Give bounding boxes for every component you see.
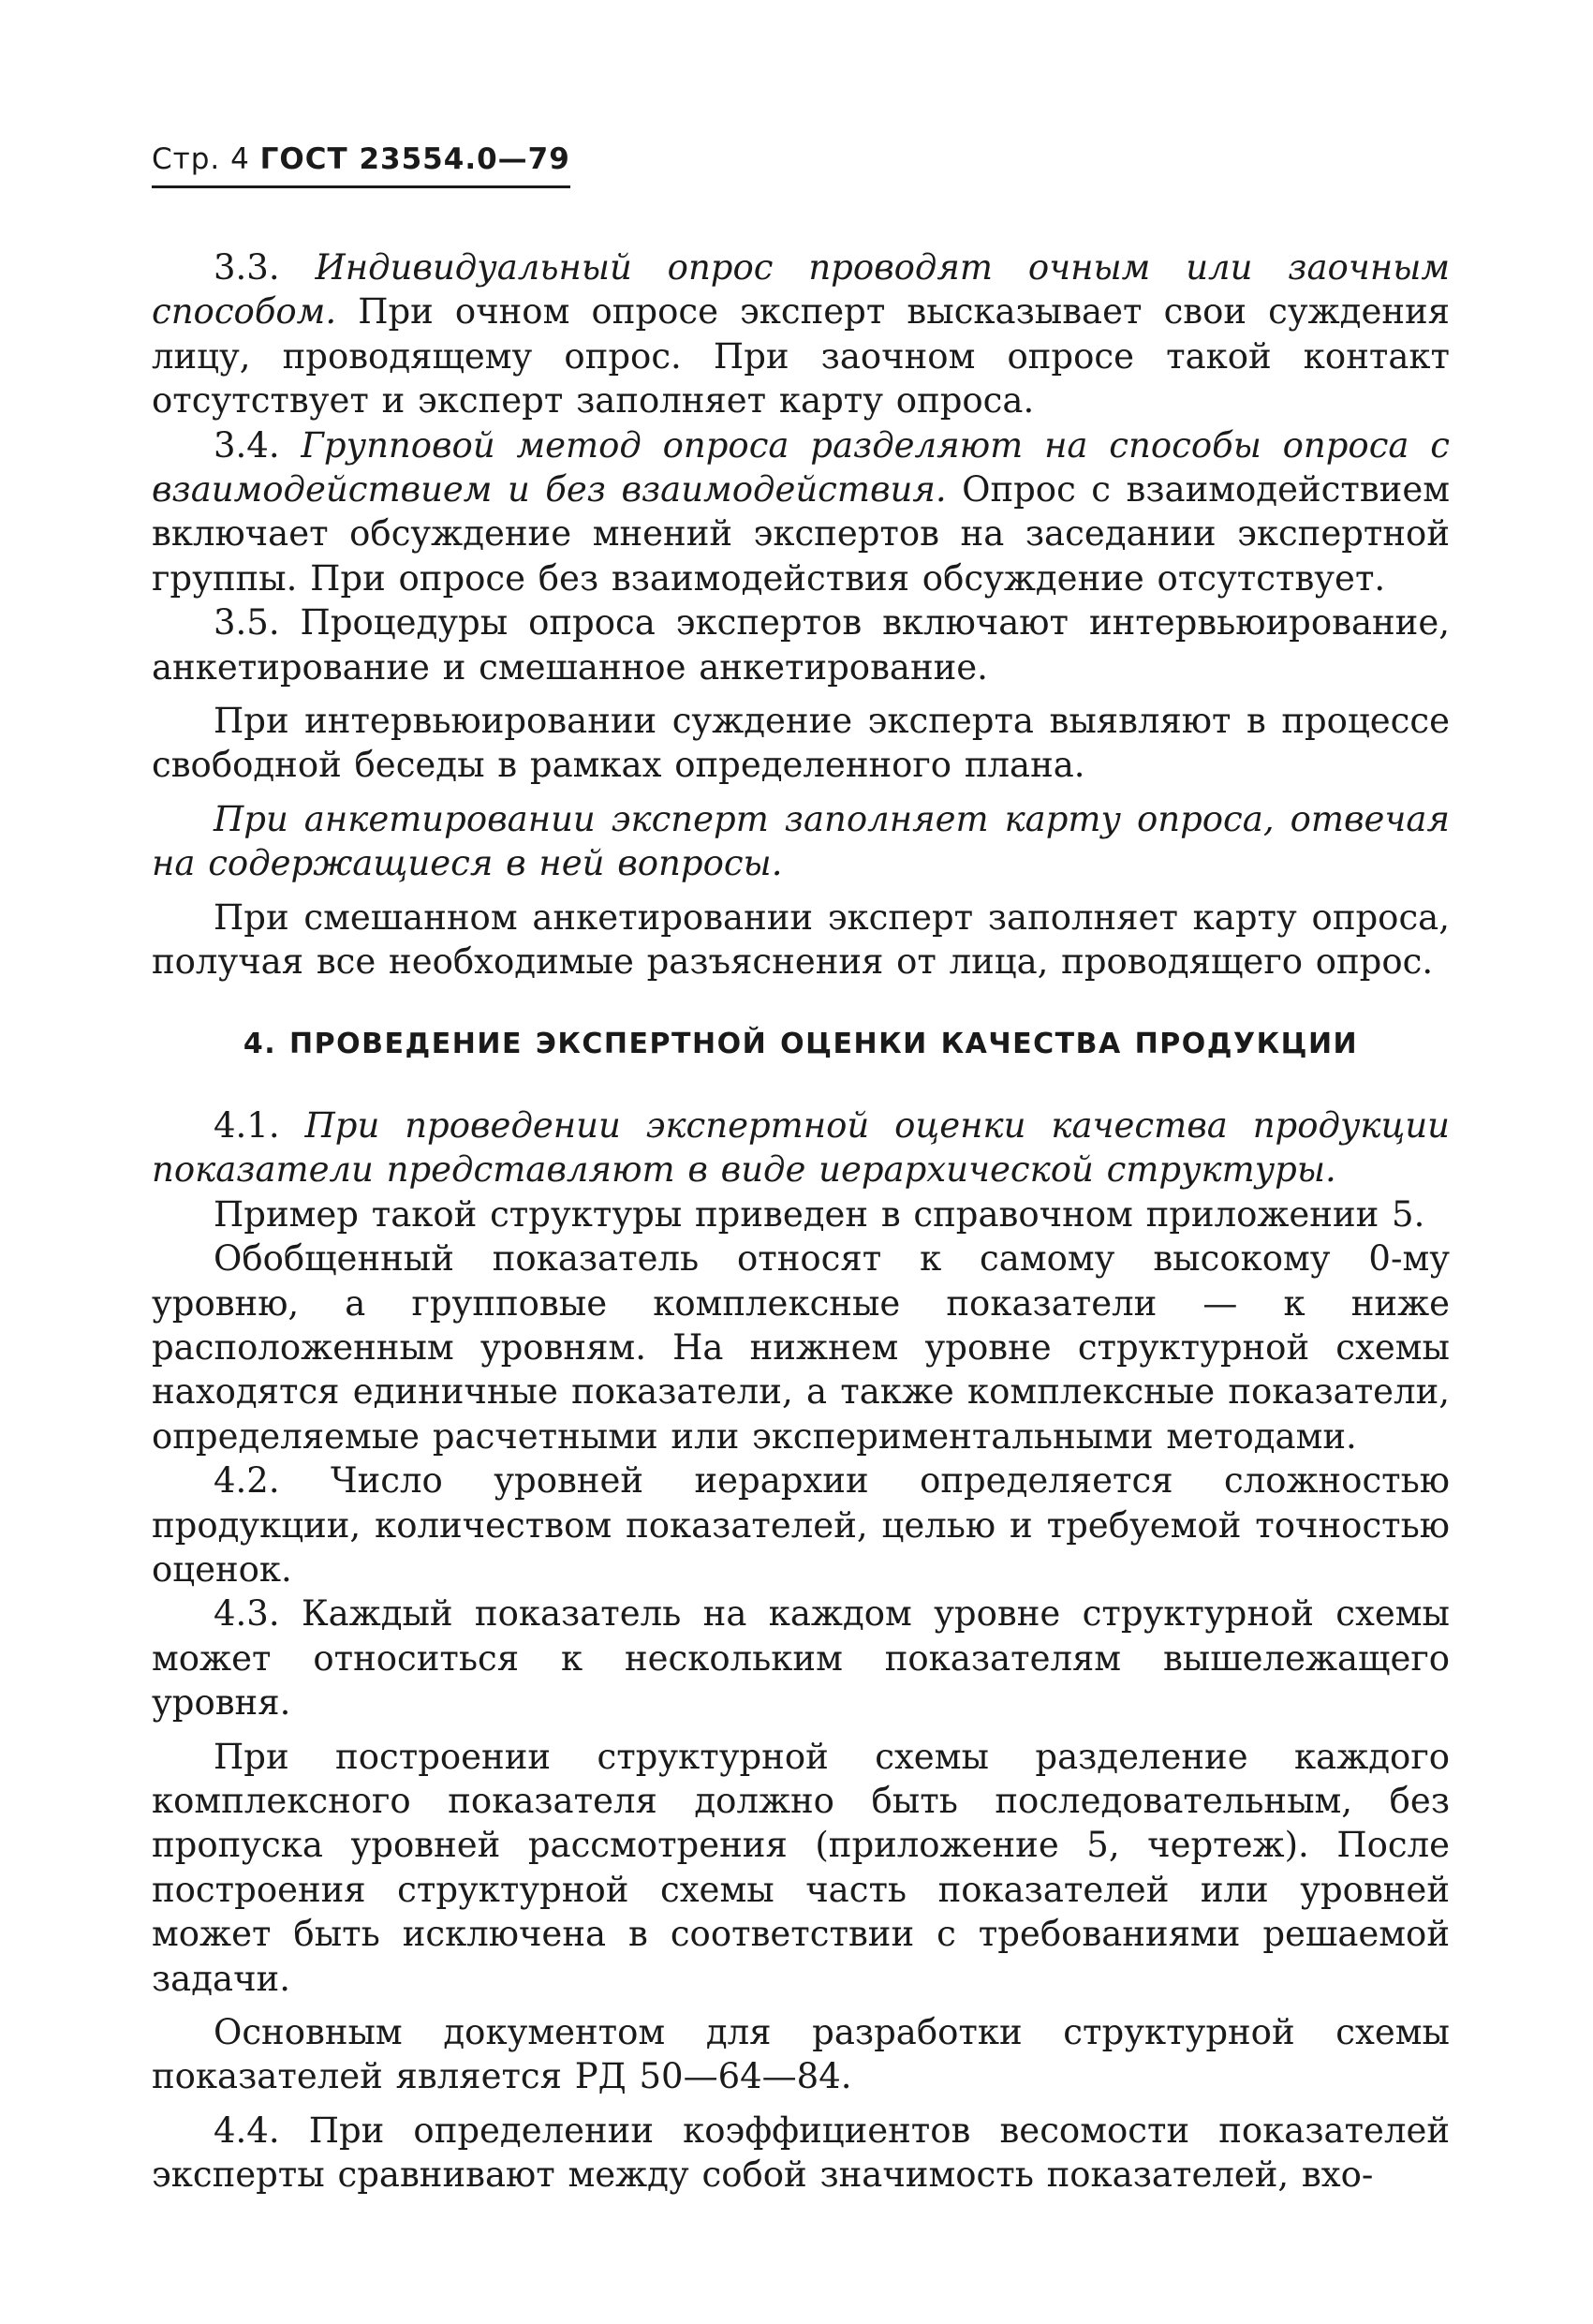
paragraph-4-3: 4.3. Каждый показатель на каждом уровне структурной схемы может относиться к нескольким показателям вышележащего уровня. [152,1593,1450,1724]
section-4-title: 4. ПРОВЕДЕНИЕ ЭКСПЕРТНОЙ ОЦЕНКИ КАЧЕСТВА ПРОДУКЦИИ [243,1027,1359,1060]
paragraph-3-3: 3.3. Индивидуальный опрос проводят очным или заочным способом. При очном опросе эксперт высказывает свои суждения лицу, проводящему опрос. При заочном опросе такой контакт отсутствует и эксперт заполняет карту опроса. [152,247,1451,422]
paragraph-main-document: Основным документом для разработки структурной схемы показателей является РД 50—64—84. [152,2012,1450,2097]
document-body [152,245,1450,2198]
paragraph-4-1: 4.1. При проведении экспертной оценки качества продукции показатели представляют в виде иерархической структуры. [152,1104,1451,1191]
page-header [152,142,570,188]
paragraph-3-5: 3.5. Процедуры опроса экспертов включают интервьюирование, анкетирование и смешанное анкетирование. [152,602,1450,688]
paragraph-construction: При построении структурной схемы разделение каждого комплексного показателя должно быть последовательным, без пропуска уровней рассмотрения (приложение 5, чертеж). После построения структурной схемы часть показателей или уровней может быть исключена в соответствии с требованиями решаемой задачи. [152,1736,1450,1999]
paragraph-4-4: 4.4. При определении коэффициентов весомости показателей эксперты сравнивают между собой значимость показателей, вхо- [152,2109,1450,2196]
paragraph-3-4: 3.4. Групповой метод опроса разделяют на способы опроса с взаимодействием и без взаимодействия. Опрос с взаимодействием включает обсуждение мнений экспертов на заседании экспертной группы. При опросе без взаимодействия обсуждение отсутствует. [152,424,1451,599]
paragraph-general-indicator: Обобщенный показатель относят к самому высокому 0-му уровню, а групповые комплексные показатели — к ниже расположенным уровням. На нижнем уровне структурной схемы находятся единичные показатели, а также комплексные показатели, определяемые расчетными или экспериментальными методами. [152,1238,1450,1457]
paragraph-questionnaire: При анкетировании эксперт заполняет карту опроса, отвечая на содержащиеся в ней вопросы. [152,798,1450,884]
paragraph-interview: При интервьюировании суждение эксперта выявляют в процессе свободной беседы в рамках определенного плана. [152,701,1450,786]
paragraph-mixed: При смешанном анкетировании эксперт заполняет карту опроса, получая все необходимые разъяснения от лица, проводящего опрос. [152,896,1450,983]
paragraph-4-2: 4.2. Число уровней иерархии определяется сложностью продукции, количеством показателей, целью и требуемой точностью оценок. [152,1460,1450,1590]
paragraph-example: Пример такой структуры приведен в справочном приложении 5. [214,1193,1425,1235]
standard-number: ГОСТ 23554.0—79 [259,142,570,176]
page-label: Стр. 4 [152,142,250,176]
